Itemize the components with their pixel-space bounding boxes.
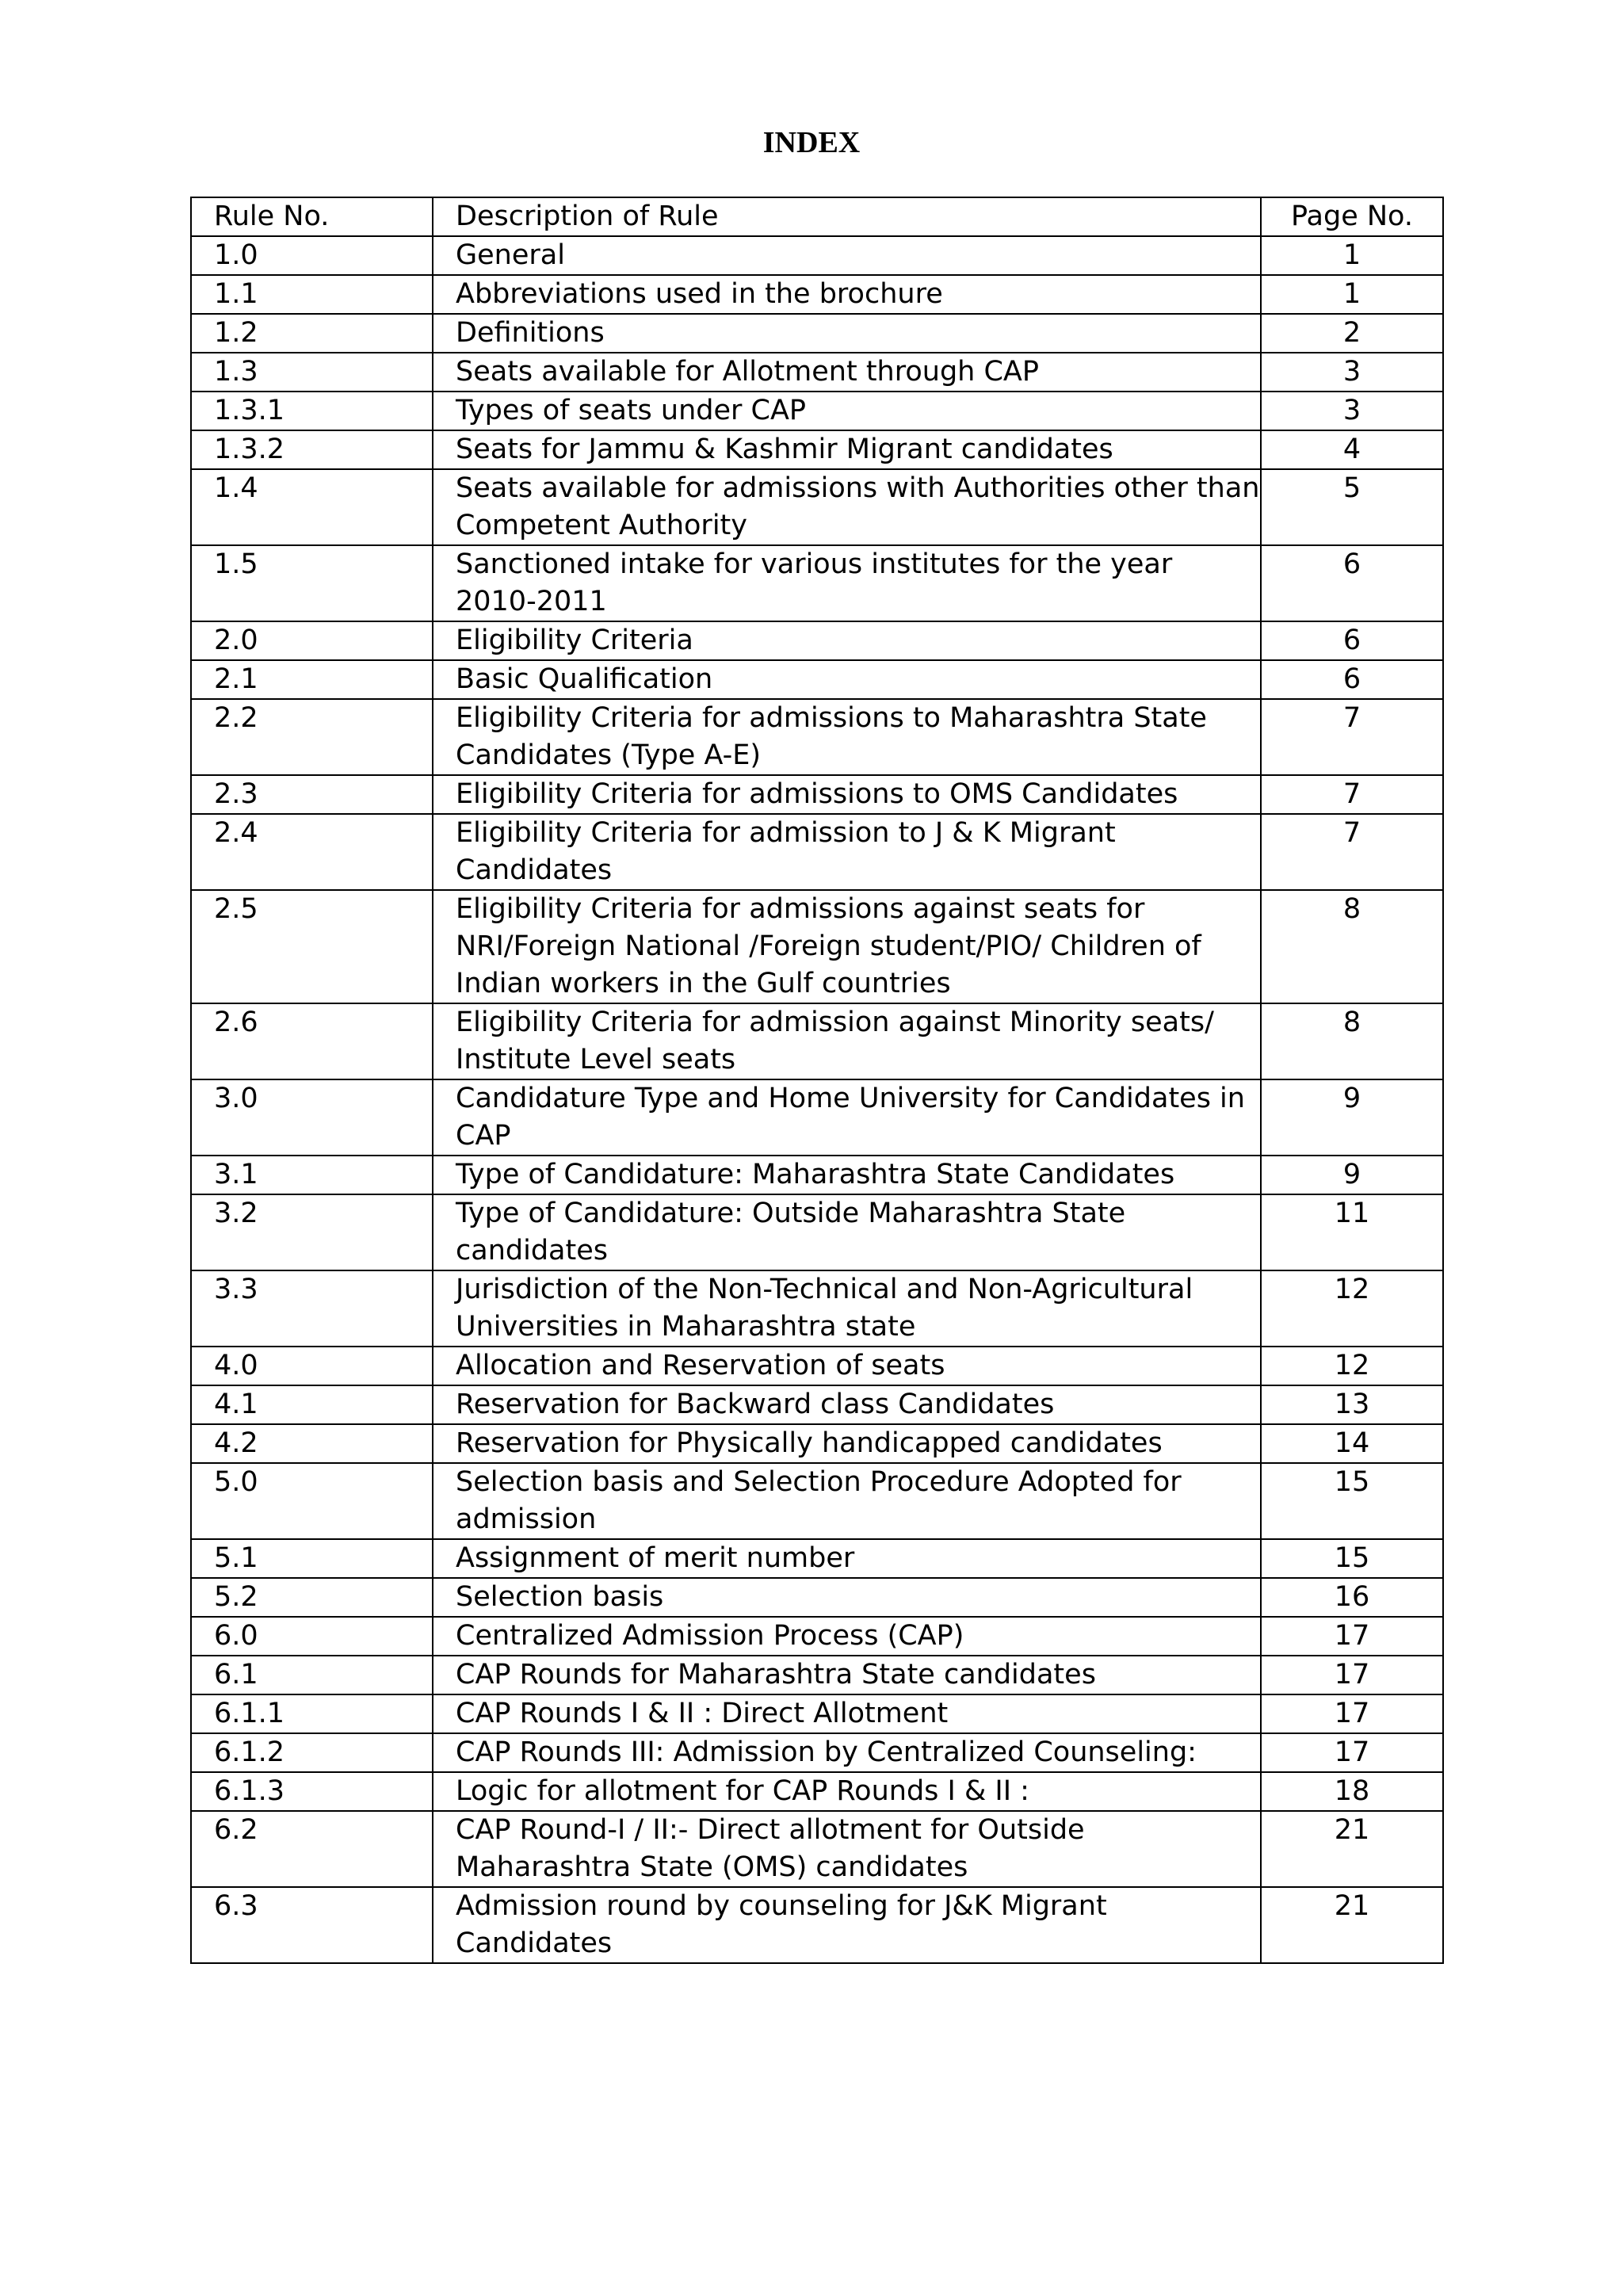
- table-row: [191, 430, 1443, 469]
- page-number-cell: 1: [1261, 236, 1443, 275]
- rule-number-cell: 5.1: [191, 1539, 433, 1578]
- description-cell: Types of seats under CAP: [433, 392, 1261, 430]
- rule-number-cell: 2.0: [191, 621, 433, 660]
- description-cell: Sanctioned intake for various institutes for the year 2010-2011: [433, 545, 1261, 621]
- page-number-cell: 15: [1261, 1463, 1443, 1539]
- page-number-cell: 17: [1261, 1617, 1443, 1656]
- rule-number-cell: 3.3: [191, 1270, 433, 1347]
- description-cell: Assignment of merit number: [433, 1539, 1261, 1578]
- page-number-cell: 11: [1261, 1194, 1443, 1270]
- page-number-cell: 6: [1261, 660, 1443, 699]
- description-cell: CAP Rounds for Maharashtra State candidates: [433, 1656, 1261, 1694]
- page-number-cell: 6: [1261, 621, 1443, 660]
- description-cell: Reservation for Physically handicapped candidates: [433, 1424, 1261, 1463]
- table-row: [191, 392, 1443, 430]
- rule-number-cell: 2.1: [191, 660, 433, 699]
- page-number-cell: 18: [1261, 1772, 1443, 1811]
- description-cell: Eligibility Criteria: [433, 621, 1261, 660]
- description-cell: Eligibility Criteria for admissions to OMS Candidates: [433, 775, 1261, 814]
- table-row: [191, 1617, 1443, 1656]
- page-number-cell: 6: [1261, 545, 1443, 621]
- table-row: [191, 1887, 1443, 1963]
- table-row: [191, 469, 1443, 545]
- rule-number-cell: 1.1: [191, 275, 433, 314]
- page-number-cell: 7: [1261, 699, 1443, 775]
- rule-number-cell: 1.3.1: [191, 392, 433, 430]
- rule-number-cell: 2.4: [191, 814, 433, 890]
- rule-number-cell: 2.6: [191, 1003, 433, 1079]
- description-cell: Type of Candidature: Outside Maharashtra State candidates: [433, 1194, 1261, 1270]
- table-row: [191, 1733, 1443, 1772]
- description-cell: Candidature Type and Home University for Candidates in CAP: [433, 1079, 1261, 1156]
- page-number-cell: 21: [1261, 1887, 1443, 1963]
- rule-number-cell: 3.0: [191, 1079, 433, 1156]
- table-row: [191, 1694, 1443, 1733]
- rule-number-cell: 1.0: [191, 236, 433, 275]
- page-number-cell: 9: [1261, 1079, 1443, 1156]
- rule-number-cell: 6.1.2: [191, 1733, 433, 1772]
- page-number-cell: 5: [1261, 469, 1443, 545]
- table-row: [191, 621, 1443, 660]
- description-cell: CAP Rounds III: Admission by Centralized Counseling:: [433, 1733, 1261, 1772]
- table-row: [191, 1539, 1443, 1578]
- description-cell: Basic Qualification: [433, 660, 1261, 699]
- page-number-cell: 9: [1261, 1156, 1443, 1194]
- table-row: [191, 1347, 1443, 1385]
- description-cell: Seats available for Allotment through CAP: [433, 353, 1261, 392]
- page-number-cell: 15: [1261, 1539, 1443, 1578]
- page-number-cell: 8: [1261, 1003, 1443, 1079]
- rule-number-header: Rule No.: [191, 197, 433, 236]
- rule-number-cell: 1.2: [191, 314, 433, 353]
- table-row: [191, 890, 1443, 1003]
- description-cell: Eligibility Criteria for admissions to Maharashtra State Candidates (Type A-E): [433, 699, 1261, 775]
- description-cell: Seats for Jammu & Kashmir Migrant candidates: [433, 430, 1261, 469]
- description-cell: Eligibility Criteria for admissions against seats for NRI/Foreign National /Foreign student/PIO/ Children of Indian workers in the Gulf countries: [433, 890, 1261, 1003]
- description-cell: Eligibility Criteria for admission to J & K Migrant Candidates: [433, 814, 1261, 890]
- description-cell: Reservation for Backward class Candidates: [433, 1385, 1261, 1424]
- table-row: [191, 1656, 1443, 1694]
- rule-number-cell: 3.1: [191, 1156, 433, 1194]
- description-header: Description of Rule: [433, 197, 1261, 236]
- description-cell: Type of Candidature: Maharashtra State Candidates: [433, 1156, 1261, 1194]
- description-cell: CAP Round-I / II:- Direct allotment for Outside Maharashtra State (OMS) candidates: [433, 1811, 1261, 1887]
- rule-number-cell: 6.3: [191, 1887, 433, 1963]
- rule-number-cell: 1.4: [191, 469, 433, 545]
- index-table: [190, 197, 1444, 1964]
- rule-number-cell: 5.0: [191, 1463, 433, 1539]
- table-row: [191, 1270, 1443, 1347]
- rule-number-cell: 4.0: [191, 1347, 433, 1385]
- page-number-cell: 4: [1261, 430, 1443, 469]
- table-row: [191, 1385, 1443, 1424]
- table-row: [191, 660, 1443, 699]
- page-number-cell: 7: [1261, 775, 1443, 814]
- table-row: [191, 1003, 1443, 1079]
- rule-number-cell: 2.2: [191, 699, 433, 775]
- description-cell: General: [433, 236, 1261, 275]
- page-number-cell: 13: [1261, 1385, 1443, 1424]
- table-row: [191, 699, 1443, 775]
- table-row: [191, 775, 1443, 814]
- page-number-cell: 14: [1261, 1424, 1443, 1463]
- table-row: [191, 1079, 1443, 1156]
- description-cell: Seats available for admissions with Authorities other than Competent Authority: [433, 469, 1261, 545]
- page-number-cell: 12: [1261, 1270, 1443, 1347]
- page-number-cell: 21: [1261, 1811, 1443, 1887]
- header-row: [191, 197, 1443, 236]
- table-row: [191, 1194, 1443, 1270]
- page-number-cell: 3: [1261, 392, 1443, 430]
- page-number-cell: 17: [1261, 1656, 1443, 1694]
- description-cell: Jurisdiction of the Non-Technical and Non-Agricultural Universities in Maharashtra state: [433, 1270, 1261, 1347]
- description-cell: CAP Rounds I & II : Direct Allotment: [433, 1694, 1261, 1733]
- rule-number-cell: 1.3: [191, 353, 433, 392]
- page-title: INDEX: [762, 126, 861, 159]
- index-body: [191, 236, 1443, 1963]
- rule-number-cell: 6.1.3: [191, 1772, 433, 1811]
- page-number-cell: 16: [1261, 1578, 1443, 1617]
- table-row: [191, 1424, 1443, 1463]
- description-cell: Eligibility Criteria for admission against Minority seats/ Institute Level seats: [433, 1003, 1261, 1079]
- rule-number-cell: 2.3: [191, 775, 433, 814]
- description-cell: Abbreviations used in the brochure: [433, 275, 1261, 314]
- description-cell: Logic for allotment for CAP Rounds I & II :: [433, 1772, 1261, 1811]
- rule-number-cell: 6.1.1: [191, 1694, 433, 1733]
- table-row: [191, 1811, 1443, 1887]
- table-row: [191, 1463, 1443, 1539]
- table-row: [191, 275, 1443, 314]
- rule-number-cell: 1.3.2: [191, 430, 433, 469]
- rule-number-cell: 3.2: [191, 1194, 433, 1270]
- rule-number-cell: 6.2: [191, 1811, 433, 1887]
- table-row: [191, 314, 1443, 353]
- description-cell: Allocation and Reservation of seats: [433, 1347, 1261, 1385]
- rule-number-cell: 4.2: [191, 1424, 433, 1463]
- page-number-cell: 1: [1261, 275, 1443, 314]
- table-row: [191, 353, 1443, 392]
- table-row: [191, 1772, 1443, 1811]
- description-cell: Definitions: [433, 314, 1261, 353]
- table-row: [191, 236, 1443, 275]
- description-cell: Centralized Admission Process (CAP): [433, 1617, 1261, 1656]
- page-number-cell: 8: [1261, 890, 1443, 1003]
- rule-number-cell: 6.1: [191, 1656, 433, 1694]
- description-cell: Selection basis: [433, 1578, 1261, 1617]
- page-number-cell: 2: [1261, 314, 1443, 353]
- page-number-cell: 7: [1261, 814, 1443, 890]
- page-number-header: Page No.: [1261, 197, 1443, 236]
- page-number-cell: 12: [1261, 1347, 1443, 1385]
- description-cell: Selection basis and Selection Procedure Adopted for admission: [433, 1463, 1261, 1539]
- rule-number-cell: 4.1: [191, 1385, 433, 1424]
- page-number-cell: 17: [1261, 1694, 1443, 1733]
- page-number-cell: 17: [1261, 1733, 1443, 1772]
- rule-number-cell: 1.5: [191, 545, 433, 621]
- table-row: [191, 1156, 1443, 1194]
- table-row: [191, 545, 1443, 621]
- description-cell: Admission round by counseling for J&K Migrant Candidates: [433, 1887, 1261, 1963]
- rule-number-cell: 2.5: [191, 890, 433, 1003]
- page-number-cell: 3: [1261, 353, 1443, 392]
- table-row: [191, 814, 1443, 890]
- rule-number-cell: 5.2: [191, 1578, 433, 1617]
- table-row: [191, 1578, 1443, 1617]
- rule-number-cell: 6.0: [191, 1617, 433, 1656]
